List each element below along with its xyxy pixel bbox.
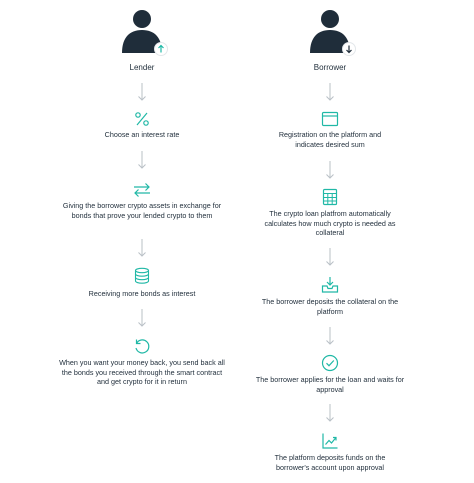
lender-step-2: Giving the borrower crypto assets in exchange for bonds that prove your lended crypto to them — [62, 201, 222, 220]
browser-window-icon — [321, 110, 339, 128]
down-arrow — [137, 82, 147, 102]
down-arrow — [325, 403, 335, 423]
arrow-up-icon — [154, 42, 168, 56]
borrower-label: Borrower — [313, 63, 347, 72]
down-arrow — [137, 150, 147, 170]
percent-icon — [133, 110, 151, 128]
lender-step-1: Choose an interest rate — [104, 130, 180, 139]
down-arrow — [325, 160, 335, 180]
arrow-down-icon — [342, 42, 356, 56]
down-arrow — [137, 308, 147, 328]
borrower-step-3: The borrower deposits the collateral on the platform — [261, 297, 399, 316]
borrower-step-1: Registration on the platform and indicates desired sum — [278, 130, 382, 149]
lender-step-3: Receiving more bonds as interest — [88, 289, 196, 298]
down-arrow — [325, 326, 335, 346]
lender-label: Lender — [129, 63, 155, 72]
coin-stack-icon — [133, 267, 151, 285]
refresh-icon — [133, 337, 151, 355]
borrower-step-2: The crypto loan platfrom automatically calculates how much crypto is needed as collateral — [264, 209, 396, 238]
borrower-step-5: The platform deposits funds on the borrower's account upon approval — [274, 453, 386, 472]
inbox-download-icon — [321, 276, 339, 294]
lender-step-4: When you want your money back, you send back all the bonds you received through the smart contract and get crypto for it in return — [59, 358, 225, 387]
exchange-arrows-icon — [133, 181, 151, 199]
calculator-icon — [321, 188, 339, 206]
down-arrow — [325, 82, 335, 102]
down-arrow — [325, 247, 335, 267]
check-circle-icon — [321, 354, 339, 372]
borrower-step-4: The borrower applies for the loan and waits for approval — [255, 375, 405, 394]
down-arrow — [137, 238, 147, 258]
growth-chart-icon — [321, 432, 339, 450]
